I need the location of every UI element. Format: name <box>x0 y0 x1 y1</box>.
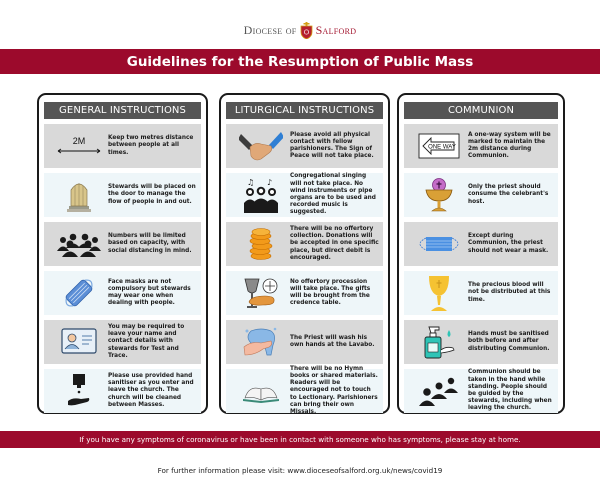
page-title: Guidelines for the Resumption of Public Mass <box>0 49 600 74</box>
shield-icon <box>300 22 313 39</box>
diocese-logo <box>0 20 600 40</box>
list-item <box>404 124 558 168</box>
row-text: There will be no Hymn books or shared materials. Readers will be encouraged not to touch to Lectionary. Parishioners can bring their own Missals. <box>290 365 378 416</box>
open-book-icon <box>232 372 290 410</box>
list-item <box>44 222 201 266</box>
list-item <box>44 320 201 364</box>
list-item <box>226 320 383 364</box>
row-text: You may be required to leave your name and contact details with stewards for Test and Trace. <box>108 323 185 359</box>
symptoms-warning: If you have any symptoms of coronavirus or have been in contact with someone who has symptoms, please stay at home. <box>0 431 600 448</box>
surgical-mask-icon <box>410 225 468 263</box>
hand-sanitiser-dispenser-icon <box>50 372 108 410</box>
church-door-icon <box>50 176 108 214</box>
list-item <box>44 173 201 217</box>
row-text: Numbers will be limited based on capacity, with social distancing in mind. <box>108 233 192 254</box>
one-way-sign-icon <box>410 127 468 165</box>
logo-text-right: Salford <box>315 22 357 37</box>
list-item <box>226 222 383 266</box>
list-item <box>226 271 383 315</box>
row-text: Except during Communion, the priest should not wear a mask. <box>468 233 549 254</box>
golden-chalice-icon <box>410 274 468 312</box>
hand-washing-icon <box>232 323 290 361</box>
people-group-icon <box>410 372 468 410</box>
list-item <box>44 369 201 413</box>
row-text: Hands must be sanitised both before and after distributing Communion. <box>468 331 550 352</box>
list-item <box>404 320 558 364</box>
list-item <box>226 365 383 416</box>
svg-text:♪: ♪ <box>267 178 273 187</box>
sanitiser-bottle-icon <box>410 323 468 361</box>
row-text: Stewards will be placed on the door to manage the flow of people in and out. <box>108 184 196 205</box>
further-information-link[interactable]: For further information please visit: www.dioceseofsalford.org.uk/news/covid19 <box>157 466 443 475</box>
handshake-icon <box>232 127 290 165</box>
chalice-host-icon <box>410 176 468 214</box>
row-text: Communion should be taken in the hand while standing. People should be guided by the stewards, including when leaving the church. <box>468 369 552 412</box>
list-item <box>226 173 383 217</box>
panel-header: LITURGICAL INSTRUCTIONS <box>226 102 383 119</box>
row-text: Congregational singing will not take place. No wind instruments or pipe organs are to be used and recorded music is suggested. <box>290 173 376 216</box>
list-item <box>404 271 558 315</box>
list-item <box>404 173 558 217</box>
list-item <box>44 124 201 168</box>
contact-card-icon <box>50 323 108 361</box>
panel-header: GENERAL INSTRUCTIONS <box>44 102 201 119</box>
row-text: Keep two metres distance between people at all times. <box>108 135 194 156</box>
chalice-bread-icon <box>232 274 290 312</box>
two-metres-arrow-icon <box>50 127 108 165</box>
row-text: The Priest will wash his own hands at the Lavabo. <box>290 334 375 348</box>
general-instructions-panel <box>37 93 208 414</box>
row-text: Face masks are not compulsory but stewards may wear one when dealing with people. <box>108 278 191 307</box>
row-text: The precious blood will not be distributed at this time. <box>468 282 551 303</box>
list-item <box>44 271 201 315</box>
face-mask-icon <box>50 274 108 312</box>
one-way-label: ONE WAY <box>428 144 456 151</box>
list-item <box>226 124 383 168</box>
choir-singing-icon <box>232 176 290 214</box>
list-item <box>404 222 558 266</box>
row-text: Only the priest should consume the celebrant's host. <box>468 184 549 205</box>
row-text: There will be no offertory collection. Donations will be accepted in one specific place, but direct debit is encouraged. <box>290 225 379 261</box>
logo-text-left: Diocese of <box>243 22 297 37</box>
panel-header: COMMUNION <box>404 102 558 119</box>
row-text: Please avoid all physical contact with fellow parishioners. The Sign of Peace will not take place. <box>290 131 374 160</box>
liturgical-instructions-panel <box>219 93 390 414</box>
list-item <box>404 369 558 413</box>
svg-text:♫: ♫ <box>247 178 255 187</box>
row-text: A one-way system will be marked to maintain the 2m distance during Communion. <box>468 131 551 160</box>
row-text: Please use provided hand sanitiser as you enter and leave the church. The church will be cleaned between Masses. <box>108 372 194 408</box>
two-metres-label: 2M <box>72 136 86 146</box>
crowd-icon <box>50 225 108 263</box>
row-text: No offertory procession will take place. The gifts will be brought from the credence table. <box>290 278 371 307</box>
coins-icon <box>232 225 290 263</box>
communion-panel <box>397 93 565 414</box>
